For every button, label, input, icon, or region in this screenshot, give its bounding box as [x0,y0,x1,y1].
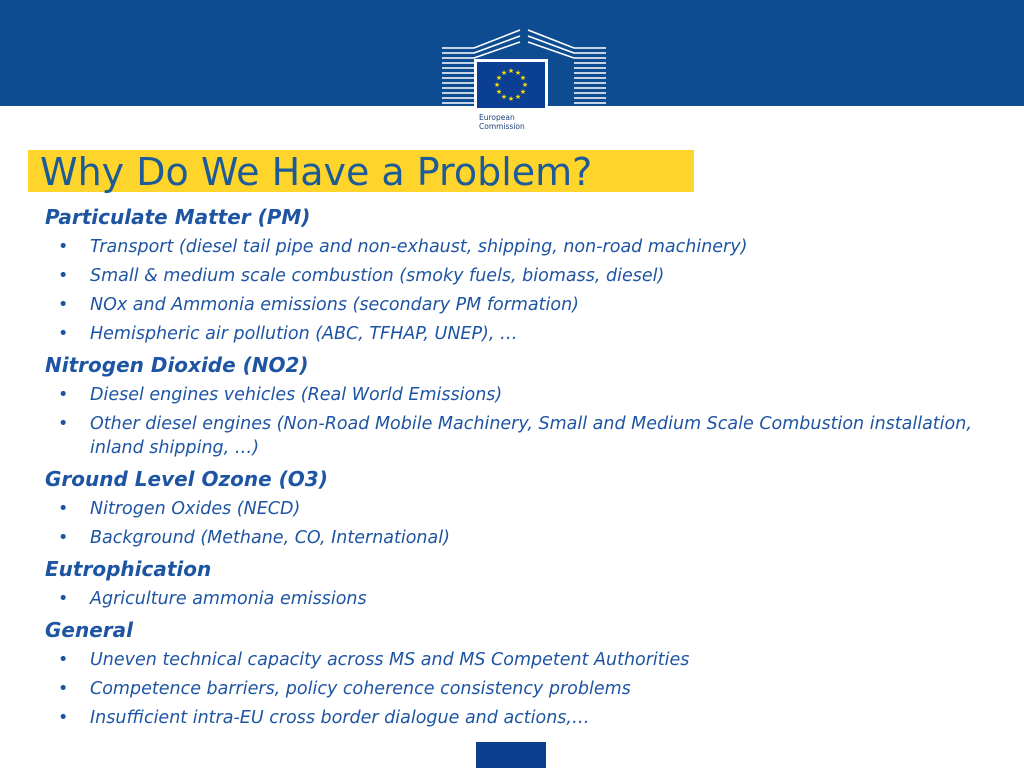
slide-title: Why Do We Have a Problem? [40,150,593,194]
list-item-text: Agriculture ammonia emissions [90,589,367,609]
section-heading: General [45,618,133,642]
bullet-icon: • [58,295,69,315]
svg-text:★: ★ [507,95,515,103]
svg-text:★: ★ [500,93,508,101]
list-item-text: Competence barriers, policy coherence consistency problems [90,679,631,699]
svg-text:★: ★ [495,88,503,96]
list-item-text: Background (Methane, CO, International) [90,528,450,548]
bullet-icon: • [58,650,69,670]
list-item [45,383,1000,407]
list-item-text: Nitrogen Oxides (NECD) [90,499,301,519]
list-item-text: NOx and Ammonia emissions (secondary PM formation) [90,295,580,315]
bullet-icon: • [58,679,69,699]
bullet-icon: • [58,237,69,257]
bottom-flag-strip [476,742,546,768]
bullet-list [45,497,1000,550]
list-item-text: Insufficient intra-EU cross border dialogue and actions,… [90,708,590,728]
list-item [45,497,1000,521]
list-item [45,293,1000,317]
list-item-text: Uneven technical capacity across MS and MS Competent Authorities [90,650,690,670]
list-item-text: Transport (diesel tail pipe and non-exhaust, shipping, non-road machinery) [90,237,748,257]
section-heading: Particulate Matter (PM) [45,205,311,229]
european-commission-logo [440,28,608,142]
svg-text:★: ★ [493,81,501,89]
list-item-text: Other diesel engines (Non-Road Mobile Machinery, Small and Medium Scale Combustion installation, inland shipping, …) [90,414,972,458]
bullet-icon: • [58,528,69,548]
svg-text:★: ★ [514,93,522,101]
bullet-icon: • [58,499,69,519]
bullet-list [45,383,1000,460]
bullet-list [45,587,1000,611]
bullet-icon: • [58,708,69,728]
list-item [45,235,1000,259]
svg-text:★: ★ [495,74,503,82]
list-item [45,412,1000,460]
logo-text-line2: Commission [479,122,525,131]
logo-text-line1: European [479,113,515,122]
list-item [45,677,1000,701]
list-item [45,526,1000,550]
list-item [45,706,1000,730]
bullet-icon: • [58,414,69,434]
list-item-text: Diesel engines vehicles (Real World Emissions) [90,385,503,405]
list-item-text: Small & medium scale combustion (smoky fuels, biomass, diesel) [90,266,665,286]
bullet-icon: • [58,589,69,609]
eu-flag-building-icon [440,28,608,142]
svg-text:★: ★ [519,74,527,82]
list-item [45,587,1000,611]
list-item [45,648,1000,672]
slide-content [45,203,1000,735]
svg-text:★: ★ [519,88,527,96]
bullet-icon: • [58,324,69,344]
svg-text:★: ★ [507,67,515,75]
section-heading: Ground Level Ozone (O3) [45,467,328,491]
bullet-list [45,648,1000,730]
list-item-text: Hemispheric air pollution (ABC, TFHAP, UNEP), … [90,324,518,344]
svg-text:★: ★ [514,69,522,77]
bullet-list [45,235,1000,346]
svg-text:★: ★ [500,69,508,77]
svg-text:★: ★ [521,81,529,89]
section-heading: Eutrophication [45,557,212,581]
list-item [45,322,1000,346]
section-heading: Nitrogen Dioxide (NO2) [45,353,309,377]
bullet-icon: • [58,266,69,286]
list-item [45,264,1000,288]
bullet-icon: • [58,385,69,405]
